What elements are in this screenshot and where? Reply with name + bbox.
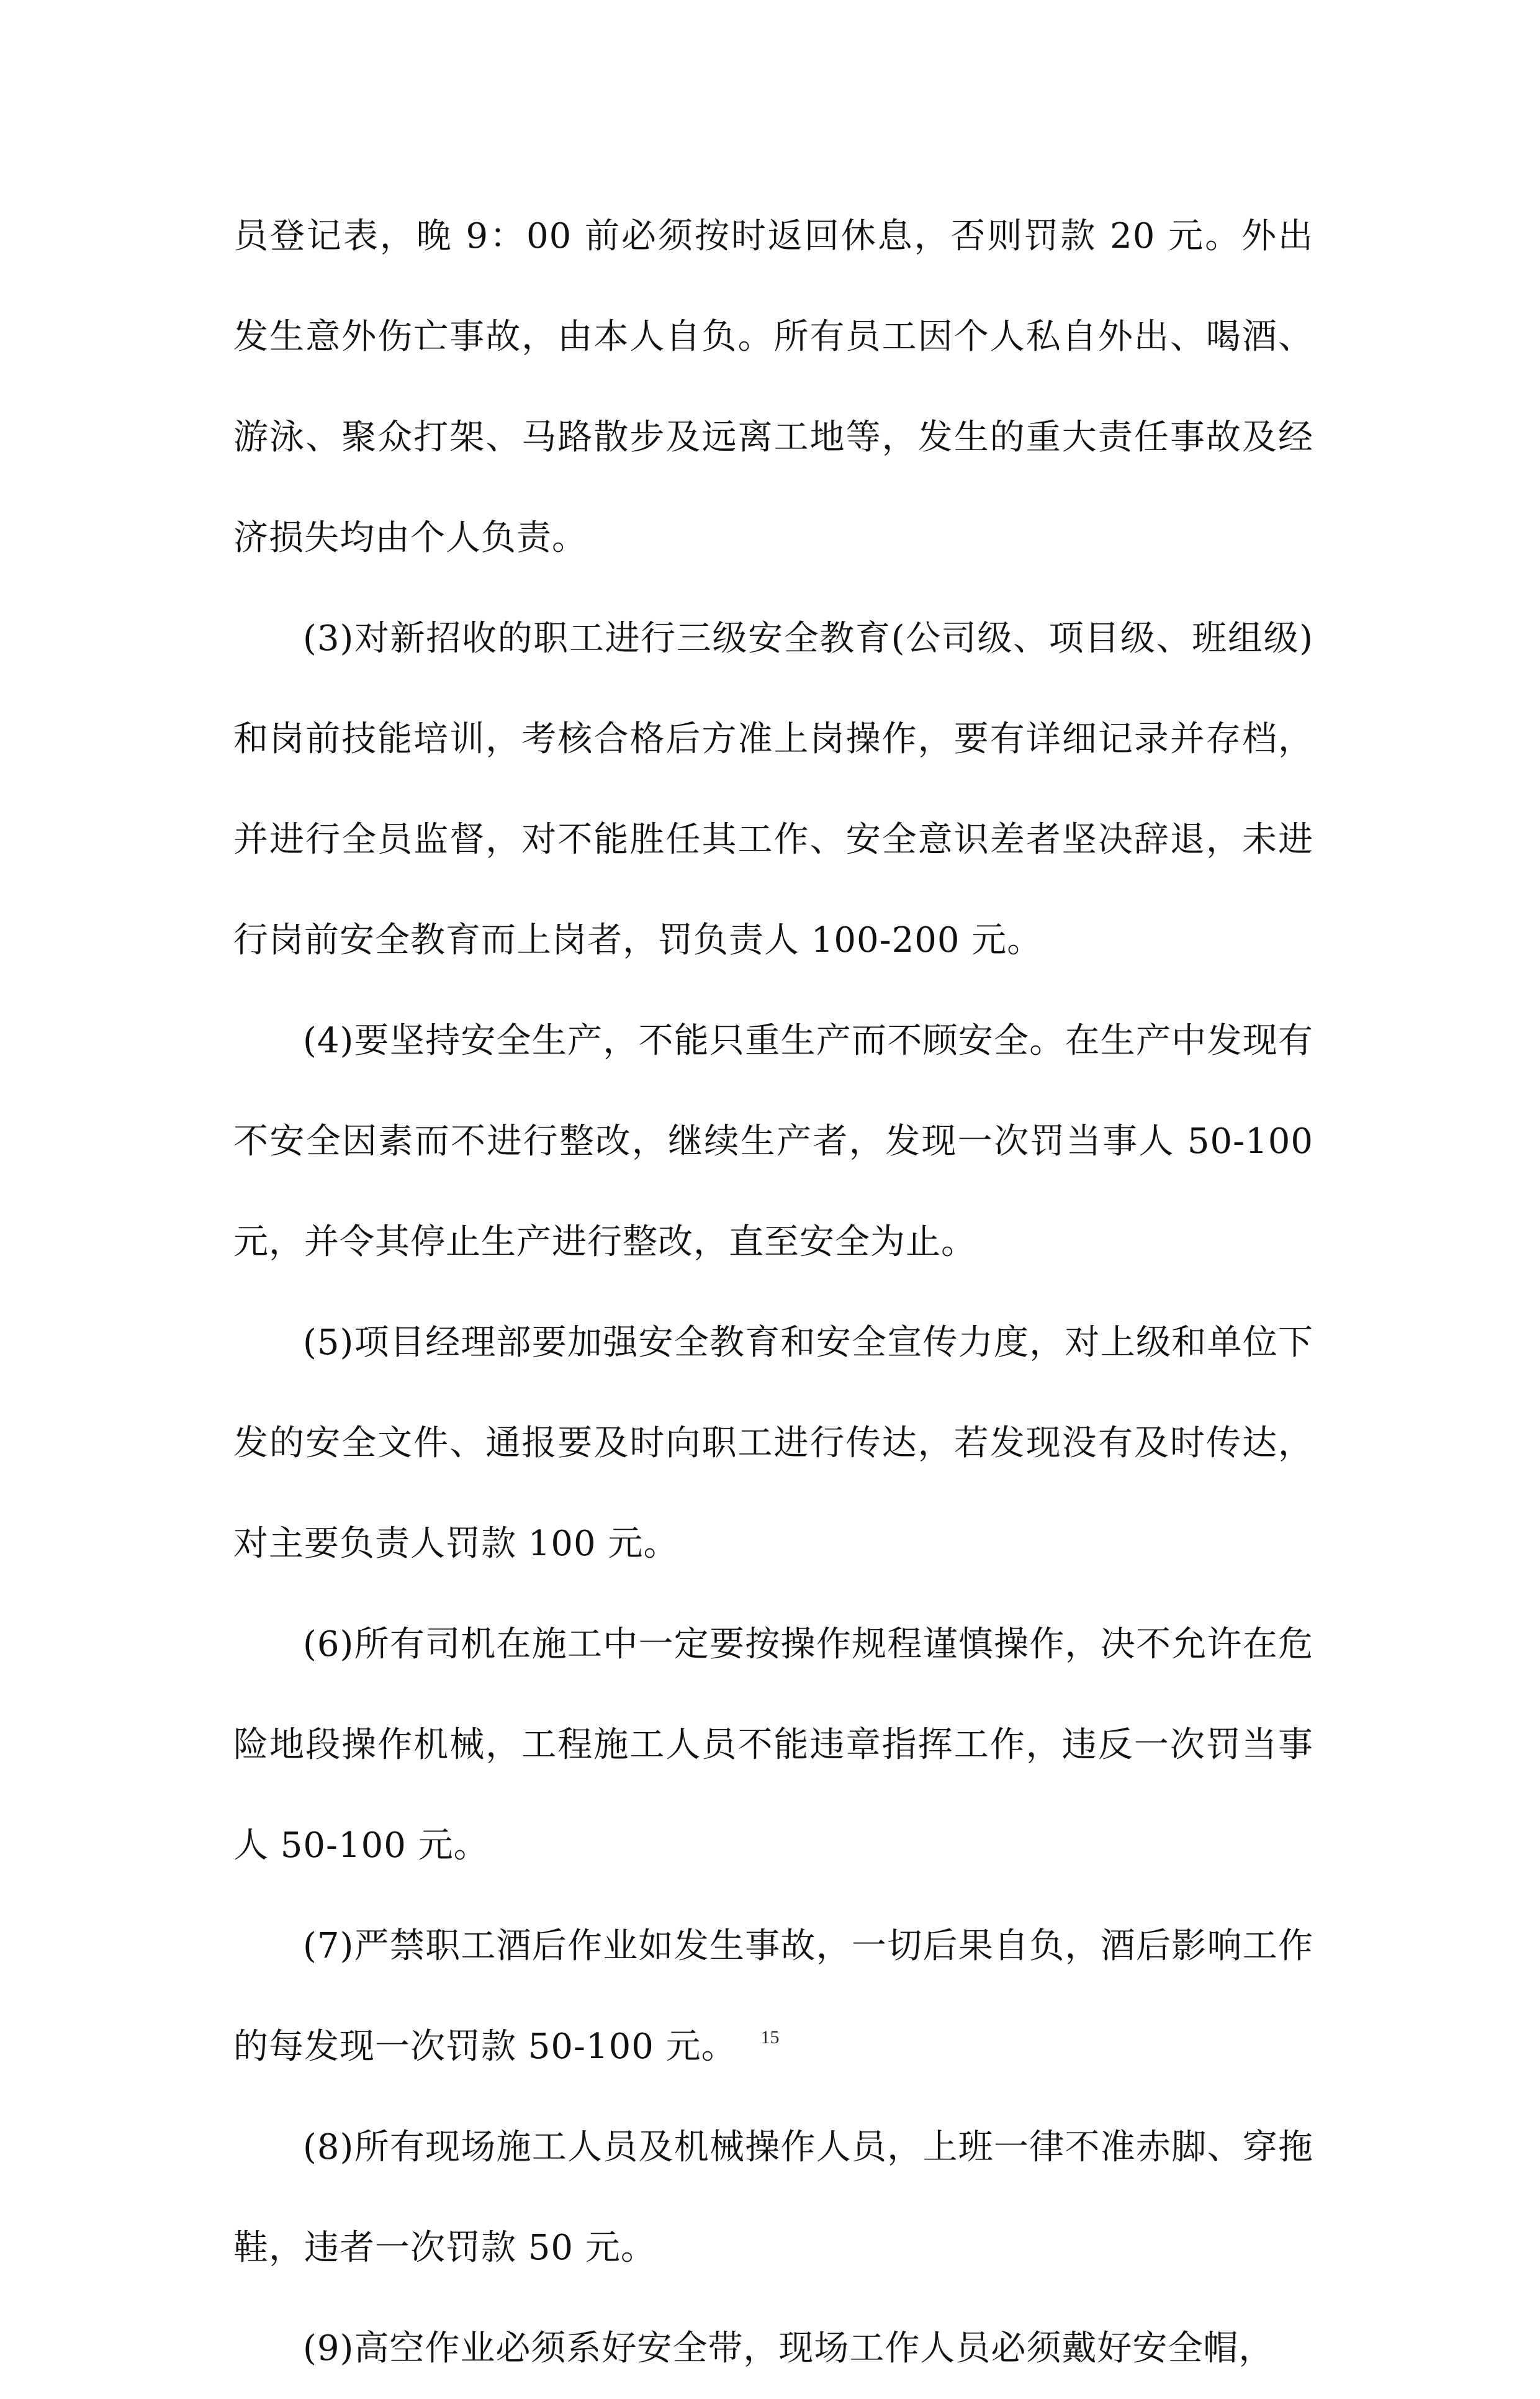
paragraph-continued: 员登记表，晚 9：00 前必须按时返回休息，否则罚款 20 元。外出发生意外伤亡事故，由本人自负。所有员工因个人私自外出、喝酒、游泳、聚众打架、马路散步及远离工地等，发生的重大责任事故及经济损失均由个人负责。 — [233, 216, 1313, 558]
paragraph-item-7: (7)严禁职工酒后作业如发生事故，一切后果自负，酒后影响工作的每发现一次罚款 50-100 元。 — [233, 1926, 1313, 2067]
paragraph-item-4: (4)要坚持安全生产，不能只重生产而不顾安全。在生产中发现有不安全因素而不进行整改，继续生产者，发现一次罚当事人 50-100元，并令其停止生产进行整改，直至安全为止。 — [233, 1021, 1313, 1262]
document-body — [233, 186, 1313, 2399]
page-number: 15 — [760, 2027, 780, 2048]
paragraph-item-6: (6)所有司机在施工中一定要按操作规程谨慎操作，决不允许在危险地段操作机械，工程施工人员不能违章指挥工作，违反一次罚当事人 50-100 元。 — [233, 1624, 1313, 1866]
paragraph-item-3: (3)对新招收的职工进行三级安全教育(公司级、项目级、班组级)和岗前技能培训，考核合格后方准上岗操作，要有详细记录并存档，并进行全员监督，对不能胜任其工作、安全意识差者坚决辞退，未进行岗前安全教育而上岗者，罚负责人 100-200 元。 — [233, 618, 1313, 960]
paragraph-item-5: (5)项目经理部要加强安全教育和安全宣传力度，对上级和单位下发的安全文件、通报要及时向职工进行传达，若发现没有及时传达，对主要负责人罚款 100 元。 — [233, 1322, 1313, 1564]
paragraph-item-8: (8)所有现场施工人员及机械操作人员，上班一律不准赤脚、穿拖鞋，违者一次罚款 50 元。 — [233, 2127, 1313, 2268]
paragraph-item-9: (9)高空作业必须系好安全带，现场工作人员必须戴好安全帽， — [303, 2328, 1274, 2369]
